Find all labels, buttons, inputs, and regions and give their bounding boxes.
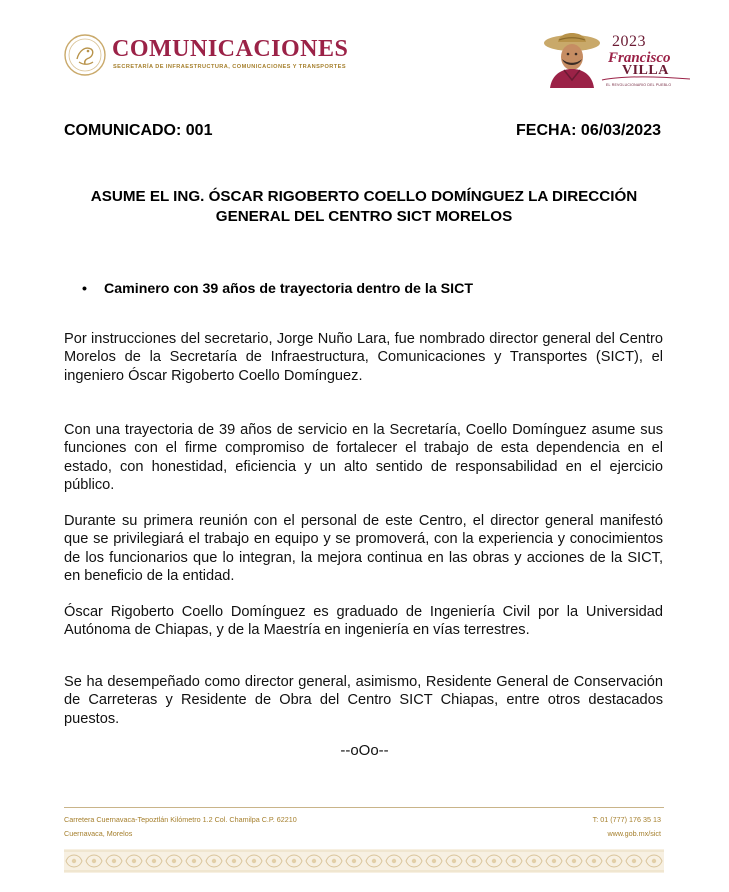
villa-caption: EL REVOLUCIONARIO DEL PUEBLO <box>606 83 672 87</box>
bullet-dot-icon: • <box>82 281 87 297</box>
brand-name: COMUNICACIONES <box>112 36 349 62</box>
footer-address-line1: Carretera Cuernavaca-Tepoztlán Kilómetro 1.2 Col. Chamilpa C.P. 62210 <box>64 815 297 824</box>
footer-divider <box>64 807 664 808</box>
paragraph: Durante su primera reunión con el personal de este Centro, el director general manifestó que se privilegiará el trabajo en equipo y se promoverá, con la experiencia y conocimientos de los funcionarios que lo integran, la mejora continua en las obras y acciones de la SICT, en beneficio de la entidad. <box>64 513 663 585</box>
mexico-seal-icon <box>64 34 106 76</box>
comunicado-date: FECHA: 06/03/2023 <box>516 122 661 139</box>
footer-phone: T: 01 (777) 176 35 13 <box>592 815 661 824</box>
villa-year: 2023 <box>612 33 646 50</box>
villa-first-name: Francisco <box>608 50 671 66</box>
footer-address-line2: Cuernavaca, Morelos <box>64 829 133 838</box>
brand-subtitle: SECRETARÍA DE INFRAESTRUCTURA, COMUNICACIONES Y TRANSPORTES <box>113 64 347 70</box>
closing-mark: --oOo-- <box>340 742 389 759</box>
headline: ASUME EL ING. ÓSCAR RIGOBERTO COELLO DOMÍNGUEZ LA DIRECCIÓN GENERAL DEL CENTRO SICT MORELOS <box>90 188 638 225</box>
paragraph: Se ha desempeñado como director general, asimismo, Residente General de Conservación de Carreteras y Residente de Obra del Centro SICT Chiapas, entre otros destacados puestos. <box>64 674 663 727</box>
paragraph: Óscar Rigoberto Coello Domínguez es graduado de Ingeniería Civil por la Universidad Autónoma de Chiapas, y de la Maestría en ingeniería en vías terrestres. <box>64 604 663 639</box>
villa-last-name: VILLA <box>622 63 669 78</box>
paragraph: Con una trayectoria de 39 años de servicio en la Secretaría, Coello Domínguez asume sus funciones con el firme compromiso de fortalecer el trabajo de esta dependencia en el estado, con honestidad, eficiencia y un alto sentido de responsabilidad en el ejercicio público. <box>64 422 663 494</box>
bullet-text: Caminero con 39 años de trayectoria dentro de la SICT <box>104 281 473 297</box>
decorative-pattern-icon <box>64 849 664 873</box>
paragraph: Por instrucciones del secretario, Jorge Nuño Lara, fue nombrado director general del Centro Morelos de la Secretaría de Infraestructura, Comunicaciones y Transportes (SICT), el ingeniero Óscar Rigoberto Coello Domínguez. <box>64 331 663 384</box>
footer-website: www.gob.mx/sict <box>607 829 661 838</box>
comunicado-number: COMUNICADO: 001 <box>64 122 213 139</box>
bullet-item <box>82 281 473 297</box>
